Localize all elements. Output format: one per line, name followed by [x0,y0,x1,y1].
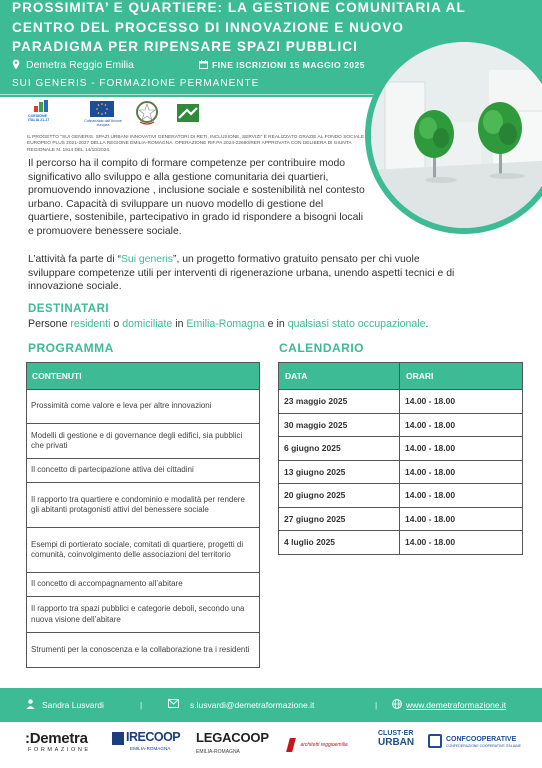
dest-part-1: Persone [28,318,71,330]
programma-cell: Il rapporto tra quartiere e condominio e modalità per rendere gli abitanti protagonisti attivi del benessere sociale [27,483,260,528]
dest-part-3: in [172,318,187,330]
title-line-2: CENTRO DEL PROCESSO DI INNOVAZIONE E NUOVO [12,19,404,35]
dest-part-4: e in [264,318,288,330]
header-divider [0,94,395,95]
table-row [27,573,260,597]
eu-logo [80,101,126,131]
programma-column-header: CONTENUTI [27,363,260,390]
date-cell: 23 maggio 2025 [279,390,400,414]
date-cell: 20 giugno 2025 [279,484,400,508]
confcoop-sub: CONFEDERAZIONE COOPERATIVE ITALIANE [446,744,521,748]
demetra-sub: FORMAZIONE [28,747,91,753]
irecoop-wordmark: IRECOOP [126,730,181,744]
date-cell: 6 giugno 2025 [279,437,400,461]
website-link[interactable]: www.demetraformazione.it [406,700,507,710]
programma-cell: Il rapporto tra spazi pubblici e categorie deboli, secondo una nuova visione dell’abitare [27,597,260,633]
contact-footer [0,688,542,722]
table-row [27,597,260,633]
dest-keyword-residenti: residenti [70,318,111,330]
programma-heading: PROGRAMMA [28,341,114,355]
column-header-time: ORARI [400,363,523,390]
table-row [27,528,260,573]
programma-cell: Il concetto di accompagnamento all’abitare [27,573,260,597]
project-text-after: ”, un progetto formativo gratuito pensato per chi vuole sviluppare competenze utili per interventi di rigenerazione urbana, unendo aspetti tecnici e di innovazione sociale. [28,254,455,293]
table-row [279,437,523,461]
programma-cell: Il concetto di partecipazione attiva dei cittadini [27,459,260,483]
trees-model-photo [371,42,542,228]
table-row [27,633,260,668]
project-paragraph [28,253,458,294]
time-cell: 14.00 - 18.00 [400,390,523,414]
calendario-heading: CALENDARIO [279,341,364,355]
date-cell: 27 giugno 2025 [279,507,400,531]
programma-cell: Strumenti per la conoscenza e la collaborazione tra i residenti [27,633,260,668]
legacoop-sub: EMILIA-ROMAGNA [196,749,240,755]
calendario-table [278,362,523,555]
cluster-urban-logo [378,730,414,748]
time-cell: 14.00 - 18.00 [400,484,523,508]
date-cell: 13 giugno 2025 [279,460,400,484]
dest-keyword-domiciliate: domiciliate [122,318,173,330]
programma-cell: Modelli di gestione e di governance degli edifici, sia pubblici che privati [27,424,260,459]
calendar-icon [199,60,208,71]
architetti-logo [288,736,348,754]
table-row [279,507,523,531]
contact-name: Sandra Lusvardi [42,700,104,710]
funding-note: IL PROGETTO "SUI GENERIS. SPAZI URBANI INNOVATIVI GENERATORI DI RETI, INCLUSIONE, SERVIZI" È REALIZZATO GRAZIE AL FONDO SOCIALE EUROPEO PLUS 2021-2027 DELLA REGIONE EMILIA-ROMAGNA. OPERAZIONE RIF.PA 2024-22690/RER APPROVATA CON DELIBERA DI GIUNTA REGIONALE N. 1914 DEL 14/10/2024. [27,135,365,153]
mail-icon [168,699,179,710]
destinatari-heading: DESTINATARI [28,303,110,315]
programma-table [26,362,260,668]
irecoop-icon [112,732,124,745]
title-line-1: PROSSIMITA’ E QUARTIERE: LA GESTIONE COMUNITARIA AL [12,0,466,15]
column-header-date: DATA [279,363,400,390]
table-row [27,390,260,424]
dest-part-2: o [110,318,123,330]
coesione-icon [34,100,48,112]
globe-icon [392,699,402,711]
partner-logos [0,730,542,768]
table-row [279,484,523,508]
table-row [279,531,523,555]
header-photo-frame [365,36,542,234]
coesione-label: COESIONE ITALIA 21-27 [28,114,50,123]
title-line-3: PARADIGMA PER RIPENSARE SPAZI PUBBLICI [12,39,358,54]
architetti-mark-icon [286,738,296,752]
table-row [27,459,260,483]
location-row [12,59,392,73]
registration-deadline: FINE ISCRIZIONI 15 MAGGIO 2025 [212,60,365,70]
coesione-logo [28,100,54,130]
date-cell: 4 luglio 2025 [279,531,400,555]
person-icon [26,699,35,711]
eu-label: Cofinanziato dall'Unione europea [84,119,122,127]
dest-part-5: . [425,318,429,330]
eu-stars-icon [90,101,114,117]
project-text-before: L’attività fa parte di “ [28,254,121,265]
programma-header-row [27,363,260,390]
table-row [279,390,523,414]
table-row [27,483,260,528]
time-cell: 14.00 - 18.00 [400,460,523,484]
emilia-romagna-logo [177,104,199,122]
irecoop-sub: EMILIA-ROMAGNA [130,746,171,751]
cluster-wordmark-bottom: URBAN [378,737,415,748]
confcoop-icon [428,734,442,748]
time-cell: 14.00 - 18.00 [400,413,523,437]
confcoop-wordmark: CONFCOOPERATIVE [446,736,517,743]
table-row [27,424,260,459]
table-row [279,413,523,437]
time-cell: 14.00 - 18.00 [400,507,523,531]
subtitle: SUI GENERIS - FORMAZIONE PERMANENTE [12,78,260,89]
republic-emblem-icon [136,100,158,126]
footer-separator: | [140,700,143,710]
legacoop-logo [196,730,269,755]
legacoop-wordmark: LEGACOOP [196,730,269,745]
contact-email-link[interactable]: s.lusvardi@demetraformazione.it [190,700,315,710]
programma-cell: Prossimità come valore e leva per altre innovazioni [27,390,260,424]
destinatari-text [28,318,528,330]
date-cell: 30 maggio 2025 [279,413,400,437]
programma-cell: Esempi di portierato sociale, comitati di quartiere, progetti di comunità, coinvolgimento delle associazioni del territorio [27,528,260,573]
demetra-logo [25,730,91,753]
calendario-header-row [279,363,523,390]
intro-paragraph: Il percorso ha il compito di formare competenze per contribuire modo significativo allo sviluppo e alla gestione comunitaria dei quartieri, promuovendo innovazione , inclusione sociale e sostenibilità nel contesto urbano. Capacità di sviluppare un nuovo modello di gestione del quartiere, sostenibile, partecipativo in grado id rispondere a bisogni locali e promuovere benessere sociale. [28,158,365,237]
architetti-wordmark: architetti reggioemilia [300,741,348,748]
time-cell: 14.00 - 18.00 [400,437,523,461]
cluster-wordmark-top: CLUST·ER [378,730,414,737]
footer-separator: | [375,700,378,710]
location-text: Demetra Reggio Emilia [26,59,134,71]
time-cell: 14.00 - 18.00 [400,531,523,555]
demetra-wordmark: :Demetra [25,730,88,747]
funding-logos [25,100,225,132]
project-name: Sui generis [121,254,173,265]
table-row [279,460,523,484]
dest-keyword-region: Emilia-Romagna [186,318,265,330]
pin-icon [12,59,20,72]
dest-keyword-status: qualsiasi stato occupazionale [287,318,426,330]
